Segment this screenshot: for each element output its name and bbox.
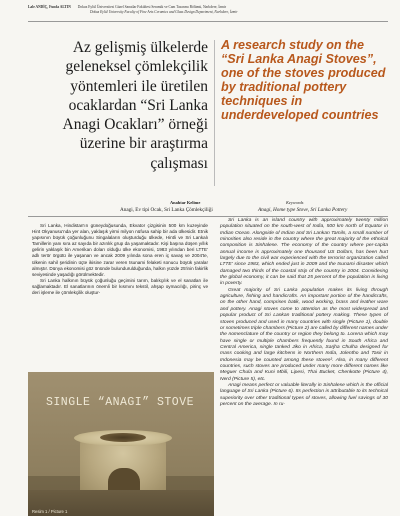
title-english: A research study on the “Sri Lanka Anagi Stoves”, one of the stoves produced by traditional pottery techniques in underdeveloped countries (221, 38, 386, 123)
stove-opening (100, 433, 146, 442)
authors: Lale ANDİÇ, Funda ALTIN (28, 5, 71, 9)
page-header (28, 5, 388, 15)
keywords-heading-en: Keywords (286, 200, 304, 205)
keywords-tr: Anagi, Ev tipi Ocak, Sri Lanka Çömlekçiliği (120, 207, 213, 213)
stove-fire-mouth (108, 468, 140, 490)
title-turkish: Az gelişmiş ülkelerde geleneksel çömlekçilik yöntemleri ile üretilen ocaklardan “Sri Lanka Anagi Ocakları” örneği üzerine bir araştırma çalışması (62, 39, 208, 172)
body-column-turkish (32, 223, 208, 296)
affiliation-tr: Dokuz Eylül Üniversitesi Güzel Sanatlar Fakültesi Seramik ve Cam Tasarımı Bölümü, Narlıdere, İzmir (77, 5, 227, 9)
body-column-english (220, 218, 388, 408)
keywords-heading-tr: Anahtar Kelime (170, 200, 201, 205)
keywords-rule (28, 216, 388, 217)
paragraph-tr-2: Sri Lanka halkının büyük çoğunluğu geçimini tarım, balıkçılık ve el sanatları ile sağlamaktadır. El sanatlarının önemli bir kısmını tekstil, ahşap oymacılığı, pirinç ve deri işleme ile çömlekçilik oluştur- (32, 277, 208, 296)
title-divider (214, 40, 215, 186)
photo-caption: Resim 1 / Picture 1 (32, 509, 68, 514)
paragraph-en-2: Great majority of Sri Lanka population makes its living through agriculture, fishing and handicrafts. An important portion of the handicrafts, on the other hand, comprises batik, wood working, brass and leather ware and pottery. Anagi stoves come to attention as the most widespread and popular product of Sri Lankan traditional pottery making. These types of stoves produced and used in many countries with single (Picture 1), double or sometimes triple chambers (Picture 2) are called by different names under the nomenclature of the country or region they belong to. Lorena which may have single or multiple chambers frequently found in South Africa and Central America, single tanked Jiko in Africa, Sarjha Chulha designed for mass cooking and large kitchens in Northern India, Jolentho and Tasir in Indonesia may be counted among these stoves². Also, in many different countries, such stoves are produced under many more different names like Meguer Chula and Kuni Mbili, Lipesi, Thai Bucket, Chenkotte (Picture 4), Nerd (Picture 5), etc. (220, 287, 388, 382)
paragraph-en-1: Sri Lanka is an island country with approximately twenty million population situated on the south-west of India, 500 km north of Equator in Indian Ocean. Alongside of Indian and Sri Lankan Tamils, a small number of minorities also reside in the country where the great majority of the ethnical composition is Sinhalese. The economy of the country where per-capita annual income is approximately one thousand US Dollars, has been hurt largely due to the civil war experienced with the terrorist organization called LTTE' since 1983, which ended just in 2009 and the tsunami disaster which damaged two thirds of the coastal strip of the country in 2004. Considering the global economy, it can be said that 25 percent of the population is living in poverty. (220, 218, 388, 287)
keywords-en: Anagi, Home type Stove, Sri Lanka Pottery (258, 207, 348, 213)
affiliation-en: Dokuz Eylül University Faculty of Fine Arts Ceramics and Glass Design Department, Narlıdere, İzmir (90, 10, 238, 14)
paragraph-tr-1: Sri Lanka, Hindistan'ın güneydoğusunda, Ekvator çizgisinin 500 km kuzeyinde Hint Okyanusu'nda yer alan, yaklaşık yirmi milyon nüfusa sahip bir ada ülkesidir. Etnik yapısının büyük çoğunluğunu Singalaların oluşturduğu ülkede, Hintli ve Sri Lankalı Tamillerin yanı sıra az sayıda bir azınlık grup da yaşamaktadır. Kişi başına düşen yıllık gelirin yaklaşık bin Amerikan doları olduğu ülke ekonomisi, 1983 yılından beri LTTE' adlı terör örgütü ile yaşanan ve ancak 2009 yılında sona eren iç savaş ve 2004'te, ülkenin sahil şeridinin üçte ikisine zarar veren tsunami felaketi sonucu büyük yaralar almıştır. Dünya ekonomisi göz önünde bulundurulduğunda, halkın yüzde 25'inin fakirlik seviyesinde yaşadığı görülmektedir. (32, 223, 208, 277)
paragraph-en-3: Anagi means perfect or valuable literally in Sinhalese which is the official language of Sri Lanka (Picture 6). Its perfection is attributable to its technical superiority over other traditional types of stoves, allowing fuel savings of 30 percent on the average. In ru- (220, 382, 388, 407)
header-rule (28, 21, 388, 22)
photo-sign: SINGLE “ANAGI” STOVE (45, 396, 195, 409)
stove-photo (28, 372, 214, 516)
